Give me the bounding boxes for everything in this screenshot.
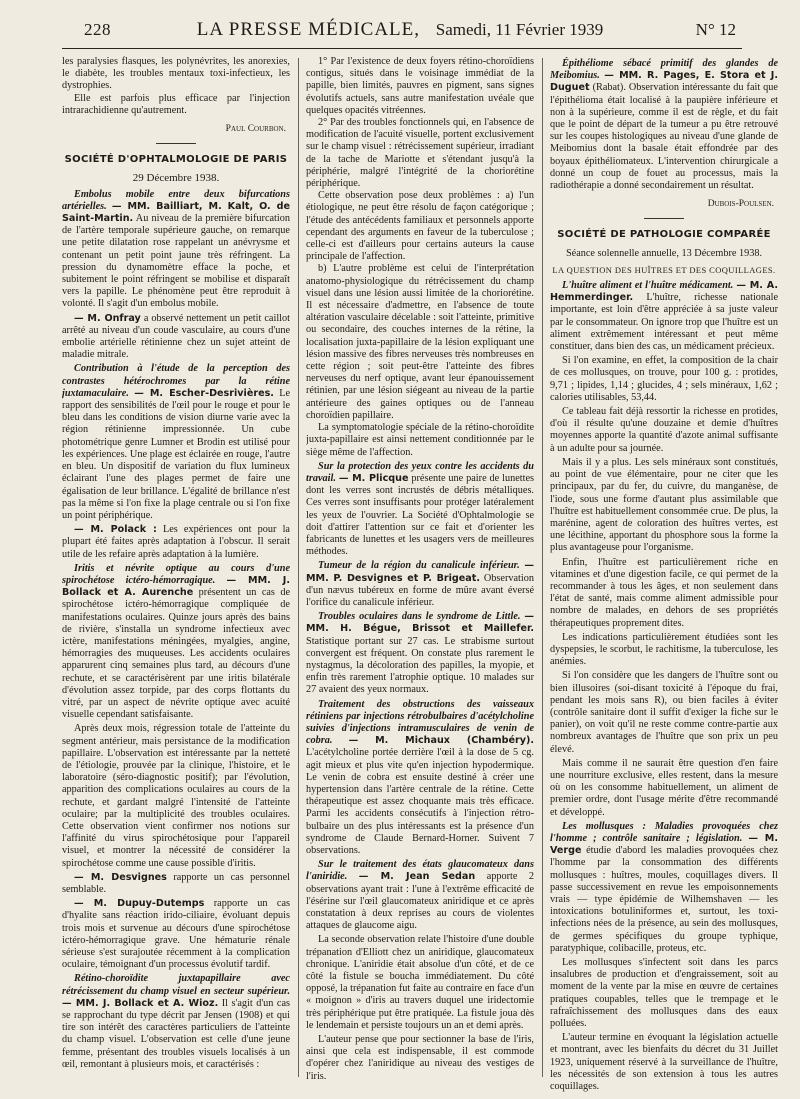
entry-title: Tumeur de la région du canalicule inférieur. <box>318 560 520 572</box>
entry-paragraph <box>62 723 290 869</box>
topic-heading: LA QUESTION DES HUÎTRES ET DES COQUILLAGES. <box>552 264 776 275</box>
entry-paragraph <box>306 560 534 609</box>
entry-authors: — MM. Bailliart, M. Kalt, O. de Saint-Martin. <box>62 200 290 225</box>
entry-body: apporte 2 observations ayant trait : l'une à l'extrême efficacité de l'ésérine sur l'œil glaucomateux aniridique et ce après constatation à deux reprises au cours de violentes attaques de glaucome aigu. <box>306 871 534 932</box>
entry-body: L'auteur pense que pour sectionner la base de l'iris, ainsi que cela est indispensable, il est commode d'opérer chez l'aniridique au niveau des vestiges de l'iris. <box>306 1034 534 1082</box>
entry-body: Enfin, l'huître est particulièrement riche en vitamines et d'une digestion facile, ce qui permet de la recommander à tous les âges, et non seulement dans l'état de santé, mais comme aliment admissible pour nombre de malades, en dehors de ses propriétés thérapeutiques proprement dites. <box>550 556 778 629</box>
entry-title: L'huître aliment et l'huître médicament. <box>562 280 734 292</box>
entry-title: Sur la protection des yeux contre les accidents du travail. <box>306 460 534 484</box>
entry-body: Les mollusques s'infectent soit dans les parcs insalubres de production et d'engraissement, soit au moment de la vente par la mise en œuvre de certaines pratiques coupables, telles que le trempage et le rafraîchissement des mollusques dans des eaux polluées. <box>550 957 778 1030</box>
entry-title: Embolus mobile entre deux bifurcations artérielles. <box>62 188 290 212</box>
entry-body: Ce tableau fait déjà ressortir la richesse en protides, d'où il résulte qu'une douzaine et demie d'huîtres moyennes apporte la quantité d'azote animal suffisante à un adulte pour sa journée. <box>550 406 778 454</box>
column-2 <box>306 56 534 1083</box>
entry-body: rapporte un cas personnel semblable. <box>62 871 290 895</box>
entry-body: Observation d'un nævus tubéreux en forme de mûre avant éversé l'orifice du canalicule inférieur. <box>306 572 534 608</box>
entry-authors: — M. Michaux (Chambéry). <box>348 735 534 747</box>
paragraph: Elle est parfois plus efficace par l'injection intrarachidienne qu'autrement. <box>62 92 290 116</box>
journal-title-line <box>58 19 742 41</box>
entries-list <box>550 280 778 1093</box>
entry-body: Les indications particulièrement étudiées sont les dyspepsies, le scorbut, le rachitisme, la tuberculose, les anémies. <box>550 631 778 668</box>
paragraph: b) L'autre problème est celui de l'interprétation anatomo-physiologique du rétrécissement du champ visuel dans une lésion aussi limitée de la choriorétine. Il est nécessaire d'admettre, en l'absence de toute altération vasculaire décelable : soit l'atteinte, primitive ou secondaire, des couches internes de la rétine, la localisation juxta-papillaire de la lésion expliquant une lésion massive des fibres nerveuses très nombreuses en cette région ; soit peut-être l'atteinte des fibres nerveuses du nerf optique, avant leur épanouissement rétinien, par une lésion siégeant au niveau de la partie antérieure des gaines optiques ou de l'anneau choroïdien papillaire. <box>306 263 534 421</box>
entry-paragraph <box>550 632 778 669</box>
entry-paragraph <box>550 406 778 455</box>
entry-authors: — MM. P. Desvignes et P. Brigeat. <box>306 560 534 584</box>
entry-body: Statistique portant sur 27 cas. Le strabisme surtout convergent est fréquent. On constate plus rarement le nystagmus, la décoloration des papilles, la myopie, et enfin très rarement l'atrophie optique. 10 malades sur 27 avaient des yeux normaux. <box>306 635 534 696</box>
column-divider <box>298 58 299 1077</box>
header-rule <box>62 48 742 49</box>
paragraph: 2° Par des troubles fonctionnels qui, en l'absence de modification de l'acuité visuelle, portent exclusivement sur le champ visuel : rétrécissement supérieur, irradiant de la tache de Mariotte et s'étendant jusqu'à la périphérie, malgré l'intégrité de la choriorétine périphérique. <box>306 117 534 190</box>
entry-body: (Rabat). Observation intéressante du fait que l'épithélioma était localisé à la paupière inférieure et non à la supérieure, comme il est de règle, et du fait que le point de départ de la tumeur a pu être retrouvé sur les coupes histologiques au niveau d'une glande de Meibomius dont la basale était effondrée par des boyaux épithéliomateux. L'intervention chirurgicale a donné un coup de fouet au processus, mais la radiothérapie a donné secondairement un résultat. <box>550 82 778 192</box>
entry-paragraph <box>550 821 778 955</box>
entry-body: Après deux mois, régression totale de l'atteinte du segment antérieur, mais persistance de la modification papillaire. L'observation est intéressante par la netteté de l'étiologie, prouvée par la clinique, l'histoire, et le laboratoire (séro-diagnostic positif); par l'évolution, apparition des complications oculaires au cours de la rechute, et gardant malgré l'intensité de l'atteinte oculaire; par la multiplicité des troubles oculaires. Cette observation vient confirmer nos notions sur l'affinité du virus spirochétosique pour l'appareil visuel, et montrer la nécessité de considérer la spirochétose comme une cause possible d'iritis. <box>62 723 290 869</box>
paragraph: les paralysies flasques, les polynévrites, les anorexies, le diabète, les troubles mentaux toxi-infectieux, les dystrophies. <box>62 56 290 92</box>
society-heading: SOCIÉTÉ DE PATHOLOGIE COMPARÉE <box>557 229 771 241</box>
entry-title: Épithéliome sébacé primitif des glandes de Meibomius. <box>550 58 778 82</box>
entry-paragraph <box>306 699 534 858</box>
entry-paragraph <box>550 457 778 555</box>
entry-body: L'huître, richesse nationale importante, est loin d'être appréciée à sa juste valeur par le consommateur. On ignore trop que l'huître est un aliment extrêmement intéressant et peut même constituer, dans bien des cas, un médicament précieux. <box>550 292 778 353</box>
entry-authors: — MM. R. Pages, E. Stora et J. Duguet <box>550 70 778 94</box>
entry-authors: — M. Desvignes <box>74 871 167 883</box>
entry-authors: — M. Verge <box>550 832 778 857</box>
paragraph: La symptomatologie spéciale de la rétino-choroïdite juxta-papillaire est ainsi nettement conditionnée par le siège même de l'affection. <box>306 422 534 458</box>
entry-title: Sur le traitement des états glaucomateux dans l'aniridie. <box>306 859 534 883</box>
entry-body: La seconde observation relate l'histoire d'une double trépanation d'Elliott chez un aniridique, glaucomateux chronique. L'aniridie était absolue d'un côté, et de ce côté la fistule se boucha immédiatement. Du côté opposé, la trépanation fut faite au contraire en face d'un « moignon » d'iris au travers duquel une iridectomie très périphérique put être pratiquée. La fistule joua dès le lendemain et persiste toujours un an et demi après. <box>306 934 534 1031</box>
entry-body: Il s'agit d'un cas se rapprochant du type décrit par Jensen (1908) et qui tire son intérêt des caractères particuliers de l'atteinte du champ visuel. L'observation est celle d'une jeune femme, présentant des troubles visuels localisés à un œil, remontant à plusieurs mois, et caractérisés : <box>62 997 290 1070</box>
entry-paragraph <box>62 313 290 362</box>
entry-authors: — MM. J. Bollack et A. Aurenche <box>62 574 290 599</box>
entry-authors: — M. Jean Sedan <box>358 871 476 883</box>
entry-title: Rétino-choroïdite juxtapapillaire avec rétrécissement du champ visuel en secteur supérieur. <box>62 973 290 997</box>
entry-title: Contribution à l'étude de la perception des contrastes hétérochromes par la rétine juxtamaculaire. <box>62 363 290 399</box>
page-number: 228 <box>84 20 111 39</box>
session-subtitle: Séance solennelle annuelle, 13 Décembre 1938. <box>565 247 763 259</box>
entry-body: Au niveau de la première bifurcation de l'artère temporale supérieure gauche, on remarque une petite dilatation rose rappelant un anévrysme et contenant un petit point jaune très réfringent. La pression du dynamomètre efface la poche, et subitement le point réfringent se mobilise et disparaît vers la papille. Le phénomène peut être reproduit à volonté. Il s'agit d'un embolus mobile. <box>62 213 290 310</box>
paragraph-group <box>306 56 534 459</box>
entry-body: a observé nettement un petit caillot arrêté au niveau d'un coude vasculaire, au cours d'une embolie artérielle rétinienne chez un sujet atteint de maladie mitrale. <box>62 312 290 361</box>
entry-body: L'auteur termine en évoquant la législation actuelle et montrant, avec les bienfaits du décret du 31 Juillet 1923, uniquement réservé à la surveillance de l'huître, les nécessités de son extension à tous les autres coquillages. <box>550 1032 778 1093</box>
entry-authors: — M. Dupuy-Dutemps <box>74 898 205 910</box>
issue-date: Samedi, 11 Février 1939 <box>435 20 604 39</box>
entry-paragraph <box>62 363 290 522</box>
entry-paragraph <box>62 898 290 971</box>
entry-paragraph <box>62 563 290 722</box>
entry-body: Les expériences ont pour la plupart été faites après adaptation à l'obscur. Il serait utile de les refaire après adaptation à la lumière. <box>62 524 290 560</box>
entry-body: étudie d'abord les maladies provoquées chez l'homme par la consommation des différents mollusques : huîtres, moules, coquillages divers. Il passe successivement en revue les empoisonnements vrais — type épidémie de Wilhemshaven — les intoxications botuliniformes et, surtout, les toxi-infections nées de la présence, au sein des mollusques, de germes spécifiques du groupe typhique, paratyphique, colibacille, proteus, etc. <box>550 845 778 954</box>
entry-body: Si l'on examine, en effet, la composition de la chair de ces mollusques, on trouve, pour 100 g. : protides, 9,71 ; lipides, 1,14 ; glucides, 4 ; sels minéraux, 1,62 ; calories utilisables, 53,44. <box>550 355 778 403</box>
entry-paragraph <box>550 1032 778 1093</box>
entry-body: présentent un cas de spirochétose ictéro-hémorragique compliquée de manifestations oculaires. Quinze jours après des bains de rivière, s'installa un syndrome infectieux avec ictère, manifestations méningées, myalgies, angine, hémorragies des muqueuses. Les accidents oculaires apparurent cinq semaines plus tard, au décours d'une rechute, et se caractérisèrent par une iritis bilatérale d'évolution assez torpide, par des corps flottants du vitré, par un aspect de névrite optique avec acuité visuelle cependant satisfaisante. <box>62 587 290 721</box>
entries-list <box>306 461 534 1083</box>
entry-authors: — M. Onfray <box>74 312 141 324</box>
entry-body: Mais il y a plus. Les sels minéraux sont constitués, au point de vue élémentaire, pour ne citer que les principaux, par du fer, du cuivre, du manganèse, de l'iode, sous une forme d'autant plus assimilable que l'huître est habituellement consommée crue. De plus, la marénine, agent de coloration des huîtres vertes, est une lécithine, apportant du phosphore sous la forme la plus avantageuse pour l'organisme. <box>550 456 778 554</box>
entry-title: Les mollusques : Maladies provoquées chez l'homme ; contrôle sanitaire ; législation. <box>550 820 778 844</box>
column-1 <box>62 56 290 1071</box>
paragraph: 1° Par l'existence de deux foyers rétino-choroïdiens contigus, situés dans le voisinage immédiat de la papille, bien limités, pauvres en pigment, sans signes évolutifs actuels, sans autre manifestation uvéale que quelques opacités vitréennes. <box>306 56 534 116</box>
entry-authors: — M. Polack : <box>74 524 157 536</box>
entry-body: présente une paire de lunettes dont les verres sont incrustés de débris métalliques. Ces verres sont insuffisants pour protéger latéralement les yeux de l'ouvrier. La Société d'Ophtalmologie se doit d'attirer l'attention sur ce fait et d'orienter les fabricants de lunettes et les usagers vers de meilleures méthodes. <box>306 472 534 558</box>
section-divider <box>644 218 684 219</box>
society-heading: SOCIÉTÉ D'OPHTALMOLOGIE DE PARIS <box>64 154 288 166</box>
entry-paragraph <box>550 557 778 630</box>
page-header <box>58 18 742 44</box>
entry-paragraph <box>550 58 778 192</box>
entry-authors: — MM. H. Bégue, Brissot et Maillefer. <box>306 611 534 635</box>
entry-body: rapporte un cas d'hyalite sans réaction irido-ciliaire, évoluant depuis trois mois et survenue au décours d'une spirochétose ictéro-hémorragique grave. Une hématurie rénale sérieuse s'est surajoutée récemment à la complication oculaire, témoignant d'un processus évolutif tardif. <box>62 898 290 971</box>
entry-paragraph <box>62 189 290 311</box>
entry-paragraph <box>62 973 290 1071</box>
journal-name: LA PRESSE MÉDICALE, <box>196 19 421 40</box>
entry-body: Si l'on considère que les dangers de l'huître sont ou bien illusoires (soi-disant toxicité à l'époque du frai, pendant les mois sans R), ou bien faciles à éviter (contrôle sanitaire dont il suffit d'exiger la fiche sur le panier), on voit qu'il ne reste comme contre-partie aux nombreux avantages de l'huître que son prix un peu élevé. <box>550 670 778 755</box>
entry-paragraph <box>62 872 290 896</box>
entry-paragraph <box>550 280 778 353</box>
entry-paragraph <box>550 355 778 404</box>
paragraph: Cette observation pose deux problèmes : a) l'un étiologique, ne peut être résolu de façon catégorique ; l'étude des antécédents familiaux et personnels apporte cependant des arguments en faveur de la tuberculose ; celle-ci est d'ailleurs pour certains auteurs la cause principale de l'affection. <box>306 190 534 263</box>
entry-authors: — MM. J. Bollack et A. Wioz. <box>62 997 219 1009</box>
entries-list <box>62 189 290 1071</box>
section-divider <box>156 143 196 144</box>
entry-paragraph <box>306 1034 534 1083</box>
entry-paragraph <box>306 461 534 559</box>
issue-number: N° 12 <box>695 20 736 39</box>
entry-paragraph <box>550 758 778 819</box>
entry-paragraph <box>306 934 534 1032</box>
entry-body: Le rapport des sensibilités de l'œil pour le rouge et pour le bleu dans les conditions de vision diurne varie avec la région rétinienne impressionnée. Un cube photométrique genre Lumner et Brodin est utilisé pour les expériences. Une plage est éclairée en rouge, l'autre en bleu. Un dispositif de variation du flux lumineux éclairant l'une des plages permet de faire une égalisation de leur brillance. L'égalité de brillance n'est pas la même si l'on fixe la plage centrale ou si l'on fixe un point périphérique. <box>62 387 290 521</box>
entry-authors: — M. Escher-Desrivières. <box>134 387 274 399</box>
entry-title: Iritis et névrite optique au cours d'une spirochétose ictéro-hémorragique. <box>62 562 290 586</box>
entry-paragraph <box>550 957 778 1030</box>
entry-paragraph <box>62 524 290 561</box>
signature: Paul Courbon. <box>225 124 286 135</box>
entry-title: Troubles oculaires dans le syndrome de Little. <box>318 611 521 623</box>
entry-paragraph <box>550 670 778 755</box>
entries-list <box>550 58 778 192</box>
entry-body: Mais comme il ne saurait être question d'en faire une nourriture exclusive, elles restent, dans la mesure où on les consomme habituellement, un aliment de premier ordre, dont l'usage mérite d'être recommandé et développé. <box>550 757 778 818</box>
entry-paragraph <box>306 611 534 696</box>
session-date: 29 Décembre 1938. <box>132 172 220 185</box>
column-3 <box>550 56 778 1093</box>
entry-paragraph <box>306 859 534 932</box>
column-divider <box>542 58 543 1077</box>
entry-title: Traitement des obstructions des vaisseaux rétiniens par injections rétrobulbaires d'acétylcholine suivies d'injections intramusculaires de venin de cobra. <box>306 698 534 747</box>
entry-authors: — M. Plicque <box>338 472 409 484</box>
entry-authors: — M. A. Hemmerdinger. <box>550 280 778 304</box>
signature: Dubois-Poulsen. <box>707 199 774 210</box>
entry-body: L'acétylcholine portée derrière l'œil à la dose de 5 cg. agit mieux et plus vite qu'en injection hypodermique. Le venin de cobra est ensuite destiné à créer une hypertension dans l'artère centrale de la rétine. Cette thérapeutique est assez choquante mais très efficace. Parmi les accidents consécutifs à l'injection rétro-bulbaire un des plus intéressants est la présence d'un syndrome de Claude Bernard-Horner. Suivent 7 observations. <box>306 747 534 856</box>
